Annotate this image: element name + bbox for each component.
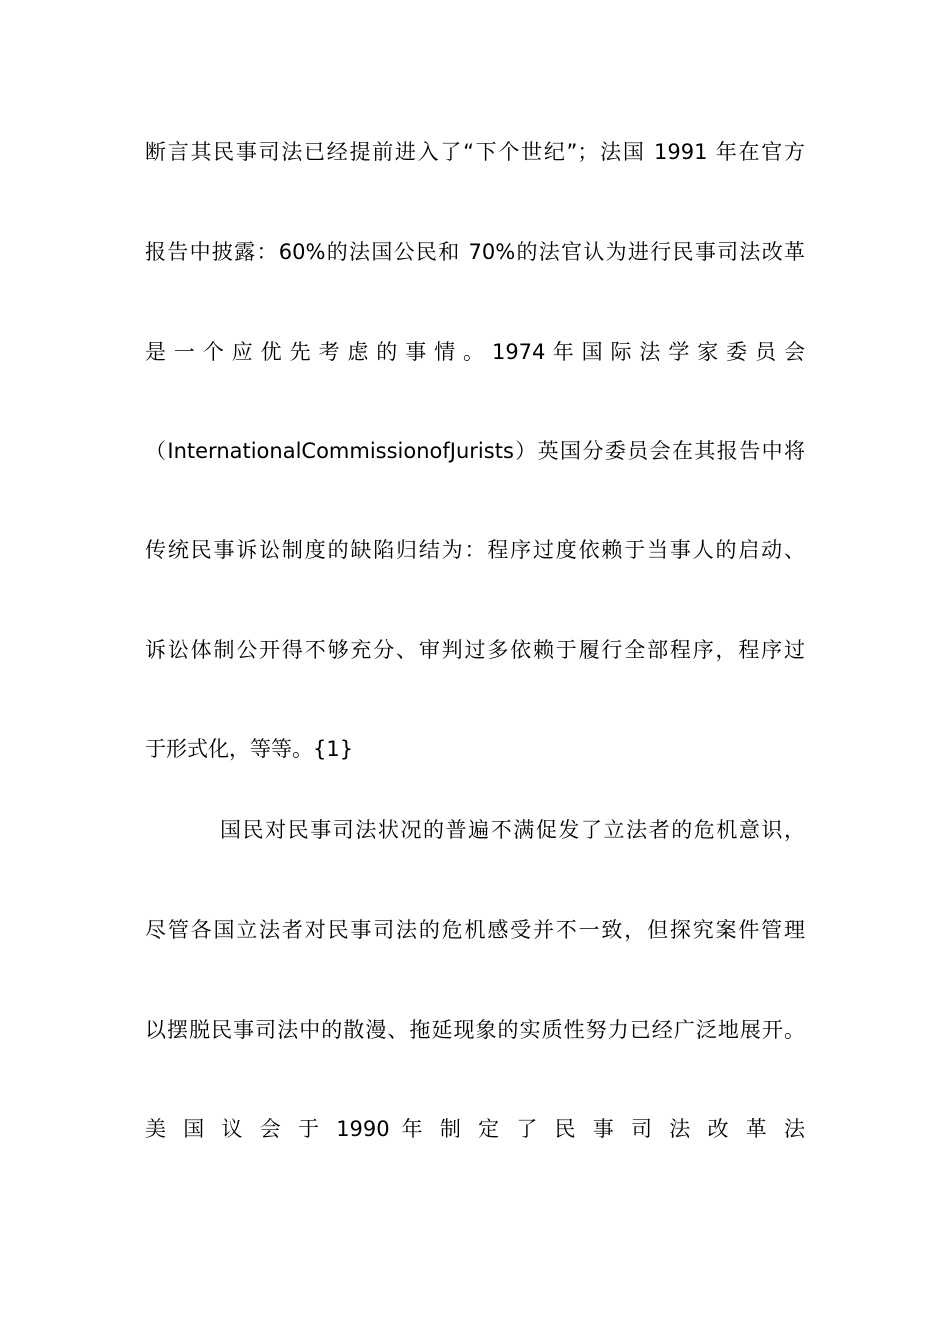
text-line-6: 诉讼体制公开得不够充分、审判过多依赖于履行全部程序，程序过 [145, 638, 805, 662]
text-line-3: 是 一 个 应 优 先 考 虑 的 事 情 。 1974 年 国 际 法 学 家 委 员 会 [145, 340, 805, 364]
text-line-10: 以摆脱民事司法中的散漫、拖延现象的实质性努力已经广泛地展开。 [145, 1018, 805, 1042]
text-line-7: 于形式化，等等。{1} [145, 737, 354, 761]
text-line-5: 传统民事诉讼制度的缺陷归结为：程序过度依赖于当事人的启动、 [145, 538, 805, 562]
text-line-2: 报告中披露：60%的法国公民和 70%的法官认为进行民事司法改革 [145, 240, 805, 264]
text-line-9: 尽管各国立法者对民事司法的危机感受并不一致，但探究案件管理 [145, 918, 805, 942]
text-line-11: 美 国 议 会 于 1990 年 制 定 了 民 事 司 法 改 革 法 [145, 1117, 805, 1141]
text-line-1: 断言其民事司法已经提前进入了“下个世纪”；法国 1991 年在官方 [145, 140, 805, 164]
text-line-4: （InternationalCommissionofJurists）英国分委员会在其报告中将 [145, 439, 805, 463]
paragraph-first-line: 国民对民事司法状况的普遍不满促发了立法者的危机意识， [220, 818, 805, 842]
